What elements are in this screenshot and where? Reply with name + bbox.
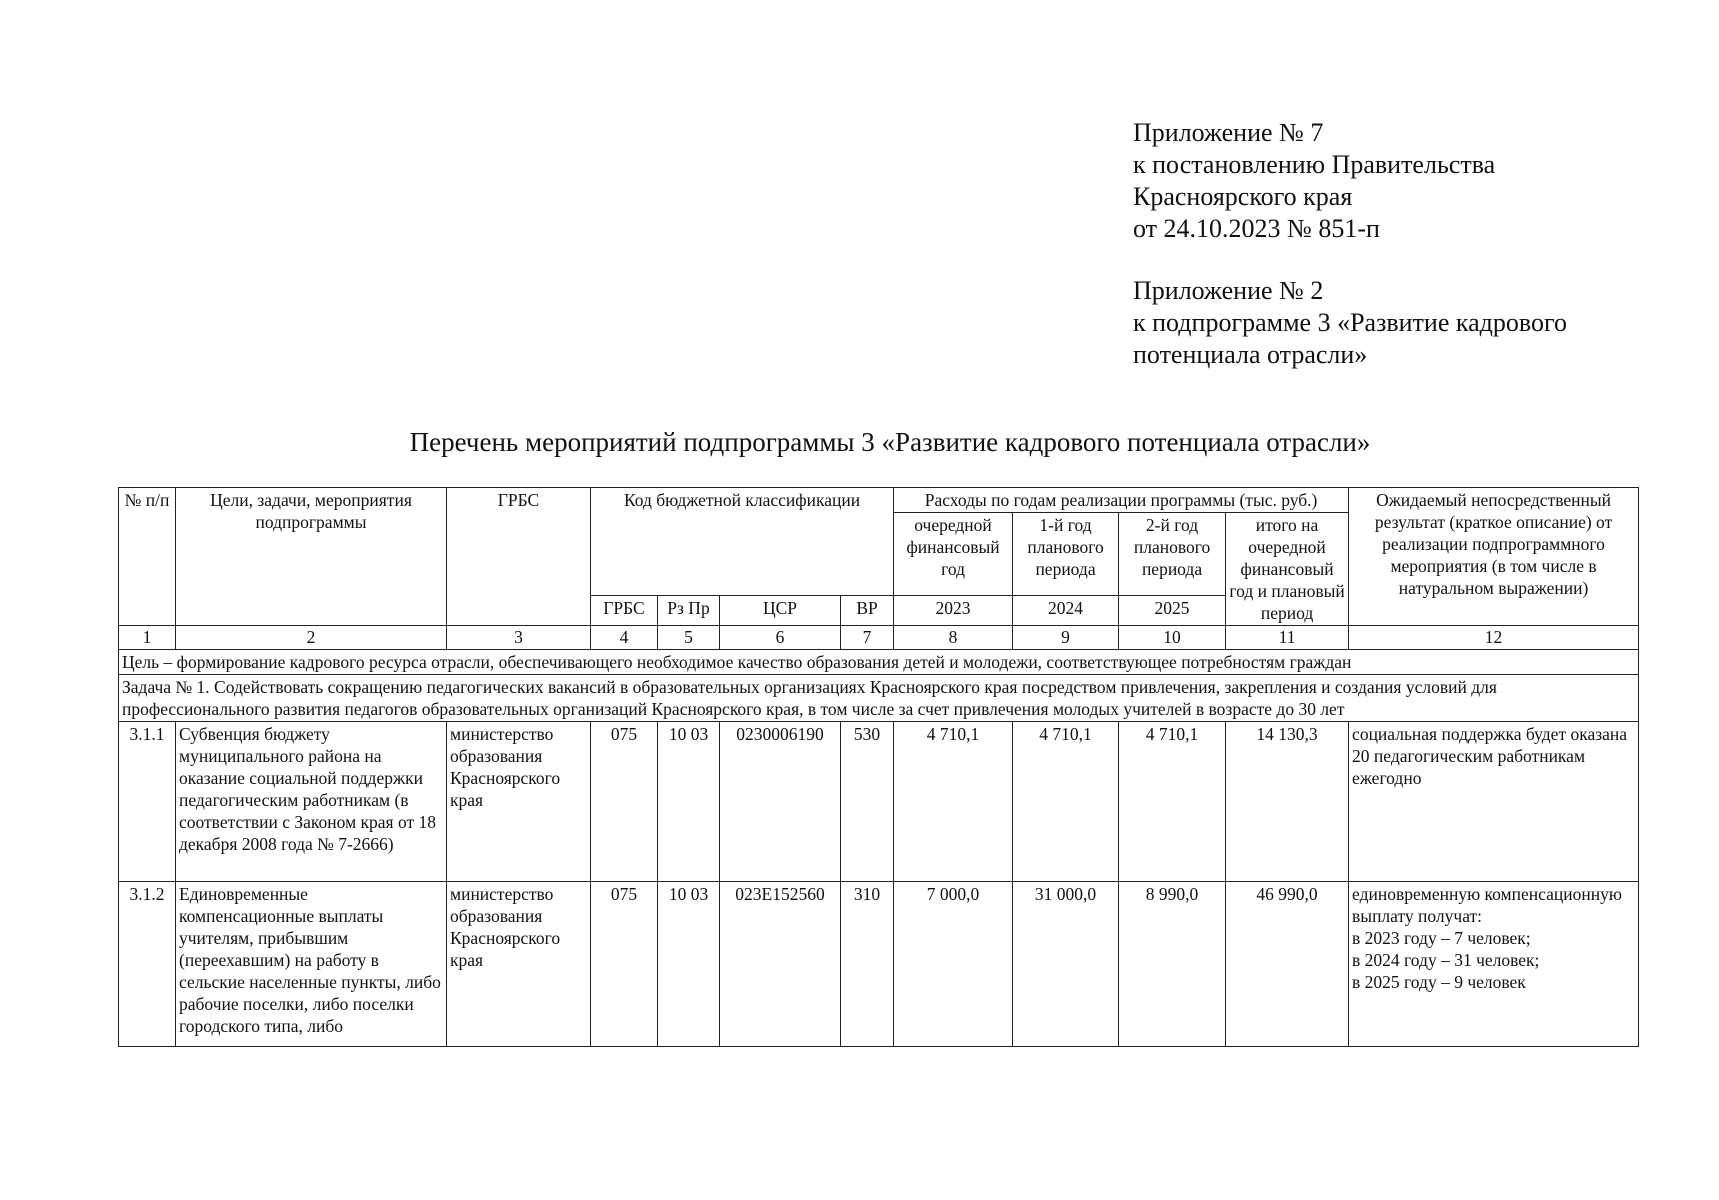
- appendix-2-line-1: Приложение № 2: [1133, 276, 1324, 305]
- header-expenses: Расходы по годам реализации программы (тыс. руб.): [894, 488, 1349, 513]
- row-name: Единовременные компенсационные выплаты учителям, прибывшим (переехавшим) на работу в сельские населенные пункты, либо рабочие поселки, либо поселки городского типа, либо: [176, 882, 447, 1047]
- row-result-line: в 2024 году – 31 человек;: [1352, 950, 1540, 970]
- appendix-7-block: [1133, 117, 1495, 245]
- row-code-grbs: 075: [591, 882, 658, 1047]
- header-goals: Цели, задачи, мероприятия подпрограммы: [176, 488, 447, 626]
- appendix-7-line-2: к постановлению Правительства: [1133, 150, 1496, 179]
- column-number: 12: [1349, 626, 1639, 650]
- column-number: 6: [720, 626, 841, 650]
- row-2025: 4 710,1: [1119, 722, 1226, 882]
- row-vr: 310: [841, 882, 894, 1047]
- row-grbs: министерство образования Красноярского края: [447, 882, 591, 1047]
- row-2024: 4 710,1: [1013, 722, 1119, 882]
- row-2023: 7 000,0: [894, 882, 1013, 1047]
- header-total: итого на очередной финансовый год и плановый период: [1226, 513, 1349, 626]
- appendix-2-line-2: к подпрограмме 3 «Развитие кадрового: [1133, 308, 1567, 337]
- goal-text: Цель – формирование кадрового ресурса отрасли, обеспечивающего необходимое качество образования детей и молодежи, соответствующее потребностям граждан: [119, 650, 1639, 675]
- row-result: [1349, 882, 1639, 1047]
- column-number: 5: [658, 626, 720, 650]
- document-title: Перечень мероприятий подпрограммы 3 «Развитие кадрового потенциала отрасли»: [409, 427, 1371, 457]
- row-result-line: единовременную компенсационную выплату получат:: [1352, 884, 1622, 926]
- row-result-line: в 2023 году – 7 человек;: [1352, 928, 1531, 948]
- header-year-2025: 2025: [1119, 595, 1226, 625]
- header-row-1: [119, 488, 1639, 513]
- column-number: 9: [1013, 626, 1119, 650]
- column-number: 7: [841, 626, 894, 650]
- header-year-next: очередной финансовый год: [894, 513, 1013, 596]
- header-year-plan2: 2-й год планового периода: [1119, 513, 1226, 596]
- table-row: [119, 722, 1639, 882]
- header-year-2023: 2023: [894, 595, 1013, 625]
- row-result-line: в 2025 году – 9 человек: [1352, 972, 1526, 992]
- appendix-7-line-1: Приложение № 7: [1133, 118, 1324, 147]
- row-rzpr: 10 03: [658, 882, 720, 1047]
- row-code-grbs: 075: [591, 722, 658, 882]
- header-code-grbs: ГРБС: [591, 595, 658, 625]
- row-csr: 023E152560: [720, 882, 841, 1047]
- column-number: 4: [591, 626, 658, 650]
- appendix-2-block: [1133, 275, 1567, 371]
- measures-table: [118, 487, 1639, 1047]
- column-number: 1: [119, 626, 176, 650]
- column-number: 2: [176, 626, 447, 650]
- row-num: 3.1.2: [119, 882, 176, 1047]
- column-number: 11: [1226, 626, 1349, 650]
- goal-row: [119, 650, 1639, 675]
- header-result: Ожидаемый непосредственный результат (краткое описание) от реализации подпрограммного мероприятия (в том числе в натуральном выражении): [1349, 488, 1639, 626]
- row-2023: 4 710,1: [894, 722, 1013, 882]
- column-numbers-row: [119, 626, 1639, 650]
- appendix-7-line-4: от 24.10.2023 № 851-п: [1133, 214, 1380, 243]
- row-2025: 8 990,0: [1119, 882, 1226, 1047]
- row-grbs: министерство образования Красноярского края: [447, 722, 591, 882]
- header-code-csr: ЦСР: [720, 595, 841, 625]
- header-code-rzpr: Рз Пр: [658, 595, 720, 625]
- row-vr: 530: [841, 722, 894, 882]
- task-text: Задача № 1. Содействовать сокращению педагогических вакансий в образовательных организациях Красноярского края посредством привлечения, закрепления и создания условий для профессионального развития педагогов образовательных организаций Красноярского края, в том числе за счет привлечения молодых учителей в возрасте до 30 лет: [119, 675, 1639, 722]
- column-number: 10: [1119, 626, 1226, 650]
- header-year-2024: 2024: [1013, 595, 1119, 625]
- row-num: 3.1.1: [119, 722, 176, 882]
- column-number: 8: [894, 626, 1013, 650]
- appendix-7-line-3: Красноярского края: [1133, 182, 1353, 211]
- header-num: № п/п: [119, 488, 176, 626]
- row-total: 46 990,0: [1226, 882, 1349, 1047]
- column-number: 3: [447, 626, 591, 650]
- appendix-2-line-3: потенциала отрасли»: [1133, 340, 1368, 369]
- row-rzpr: 10 03: [658, 722, 720, 882]
- row-2024: 31 000,0: [1013, 882, 1119, 1047]
- task-row: [119, 675, 1639, 722]
- row-result: социальная поддержка будет оказана 20 педагогическим работникам ежегодно: [1349, 722, 1639, 882]
- table-row: [119, 882, 1639, 1047]
- header-code-vr: ВР: [841, 595, 894, 625]
- header-budget-code: Код бюджетной классификации: [591, 488, 894, 596]
- header-year-plan1: 1-й год планового периода: [1013, 513, 1119, 596]
- row-name: Субвенция бюджету муниципального района на оказание социальной поддержки педагогическим работникам (в соответствии с Законом края от 18 декабря 2008 года № 7-2666): [176, 722, 447, 882]
- row-total: 14 130,3: [1226, 722, 1349, 882]
- header-grbs: ГРБС: [447, 488, 591, 626]
- row-csr: 0230006190: [720, 722, 841, 882]
